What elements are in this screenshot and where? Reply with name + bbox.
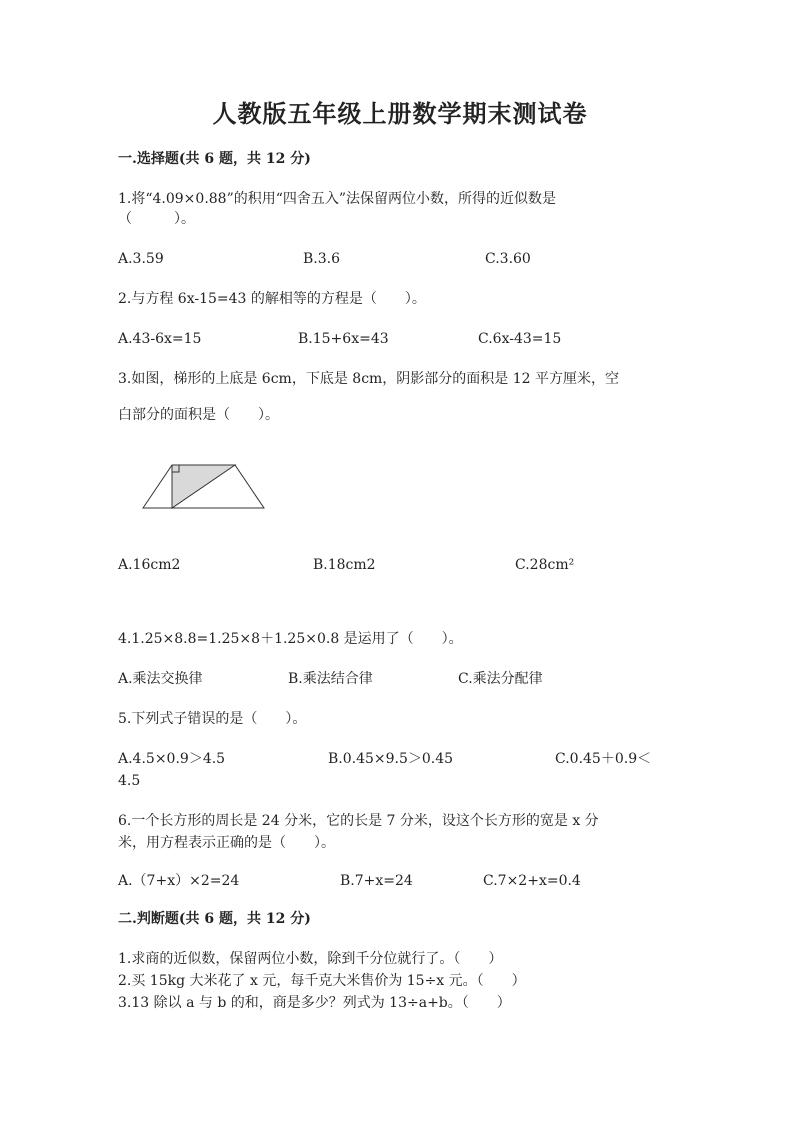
question-6-option-c: C.7×2+x=0.4: [483, 873, 581, 889]
question-1-line-2: （ ）。: [118, 211, 195, 227]
question-1-option-b: B.3.6: [303, 251, 341, 267]
question-1-line-1: 1.将“4.09×0.88”的积用“四舍五入”法保留两位小数，所得的近似数是: [118, 191, 557, 207]
question-2-option-c: C.6x-43=15: [478, 331, 562, 347]
question-4-line-1: 4.1.25×8.8=1.25×8＋1.25×0.8 是运用了（ ）。: [118, 631, 463, 647]
question-6-line-1: 6.一个长方形的周长是 24 分米，它的长是 7 分米，设这个长方形的宽是 x 分: [118, 813, 599, 829]
judgement-item-2: 2.买 15kg 大米花了 x 元，每千克大米售价为 15÷x 元。（ ）: [118, 973, 526, 989]
question-2-line-1: 2.与方程 6x-15=43 的解相等的方程是（ ）。: [118, 291, 426, 307]
question-5-option-c-continued: 4.5: [118, 773, 141, 789]
page-title: 人教版五年级上册数学期末测试卷: [212, 99, 588, 128]
question-3-option-c: C.28cm²: [515, 557, 575, 573]
question-3-option-b: B.18cm2: [313, 557, 376, 573]
question-5-option-a: A.4.5×0.9＞4.5: [118, 751, 226, 767]
question-3-line-1: 3.如图，梯形的上底是 6cm，下底是 8cm，阴影部分的面积是 12 平方厘米，空: [118, 371, 620, 387]
question-3-line-2: 白部分的面积是（ ）。: [118, 407, 279, 423]
judgement-item-3: 3.13 除以 a 与 b 的和，商是多少？列式为 13÷a+b。（ ）: [118, 995, 511, 1011]
question-5-line-1: 5.下列式子错误的是（ ）。: [118, 711, 307, 727]
question-3-option-a: A.16cm2: [118, 557, 181, 573]
question-5-option-b: B.0.45×9.5＞0.45: [328, 751, 454, 767]
question-6-option-a: A.（7+x）×2=24: [118, 873, 240, 889]
question-2-option-a: A.43-6x=15: [118, 331, 202, 347]
question-6-option-b: B.7+x=24: [340, 873, 413, 889]
question-4-option-b: B.乘法结合律: [288, 671, 373, 687]
section-heading-choice: 一.选择题(共 6 题，共 12 分): [118, 151, 311, 167]
question-1-option-a: A.3.59: [118, 251, 164, 267]
question-2-option-b: B.15+6x=43: [298, 331, 389, 347]
question-5-option-c: C.0.45＋0.9＜: [555, 751, 652, 767]
question-4-option-c: C.乘法分配律: [458, 671, 543, 687]
trapezoid-figure: [140, 462, 270, 512]
question-1-option-c: C.3.60: [485, 251, 531, 267]
judgement-item-1: 1.求商的近似数，保留两位小数，除到千分位就行了。（ ）: [118, 951, 503, 967]
shaded-triangle: [172, 465, 235, 508]
section-heading-judgement: 二.判断题(共 6 题，共 12 分): [118, 911, 311, 927]
question-4-option-a: A.乘法交换律: [118, 671, 203, 687]
question-6-line-2: 米，用方程表示正确的是（ ）。: [118, 835, 335, 851]
